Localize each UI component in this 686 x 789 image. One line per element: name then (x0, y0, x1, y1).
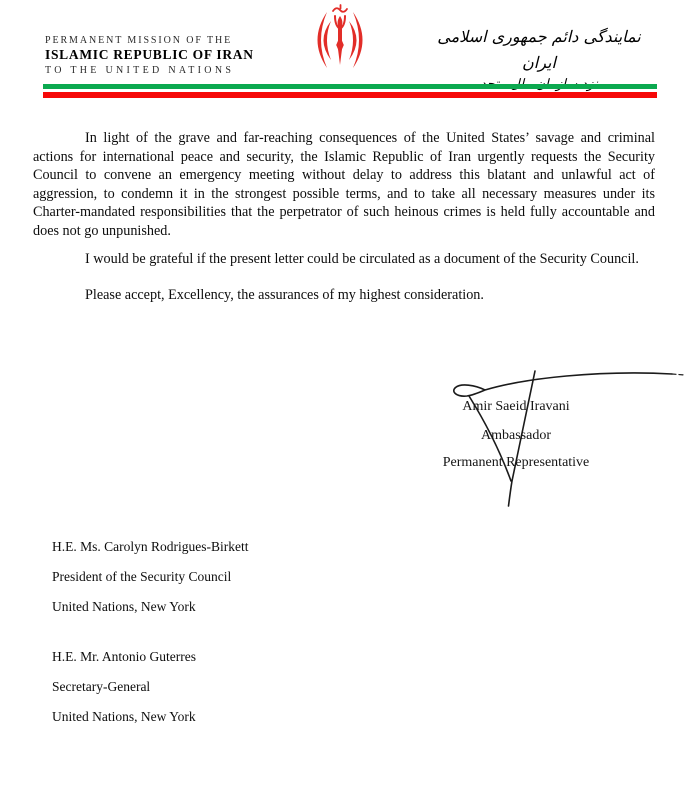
signatory-name: Amir Saeid Iravani (462, 399, 570, 414)
recipient-block-security-council-president (52, 539, 248, 629)
iran-emblem-icon (308, 4, 372, 76)
letterhead-line-3: TO THE UNITED NATIONS (45, 65, 235, 76)
tricolor-red-stripe (43, 92, 657, 98)
recipient-location: United Nations, New York (52, 709, 196, 724)
letterhead-english-block (45, 35, 254, 76)
recipient-block-secretary-general (52, 649, 196, 739)
persian-title-line-1: نمایندگی دائم جمهوری اسلامی ایران (437, 27, 641, 72)
recipient-title: President of the Security Council (52, 569, 232, 584)
body-paragraph-1: In light of the grave and far-reaching consequences of the United States’ savage and criminal actions for international peace and security, the Islamic Republic of Iran urgently requests the Security Council to convene an emergency meeting without delay to address this blatant and unlawful act of aggression, to condemn it in the strongest possible terms, and to take all necessary measures under its Charter-mandated responsibilities that the perpetrator of such heinous crimes is held fully accountable and does not go unpunished. (33, 130, 655, 239)
recipient-name: H.E. Ms. Carolyn Rodrigues-Birkett (52, 539, 249, 554)
body-paragraph-2: I would be grateful if the present letter could be circulated as a document of the Security Council. (85, 251, 639, 267)
letterhead-line-2: ISLAMIC REPUBLIC OF IRAN (45, 47, 254, 62)
recipient-location: United Nations, New York (52, 599, 196, 614)
body-paragraph-3: Please accept, Excellency, the assurances of my highest consideration. (85, 287, 484, 303)
recipient-title: Secretary-General (52, 679, 151, 694)
signatory-title-permanent-representative: Permanent Representative (442, 455, 590, 470)
signatory-title-ambassador: Ambassador (481, 428, 551, 443)
letterhead-line-1: PERMANENT MISSION OF THE (45, 35, 233, 46)
recipient-name: H.E. Mr. Antonio Guterres (52, 649, 196, 664)
tricolor-green-stripe (43, 84, 657, 89)
